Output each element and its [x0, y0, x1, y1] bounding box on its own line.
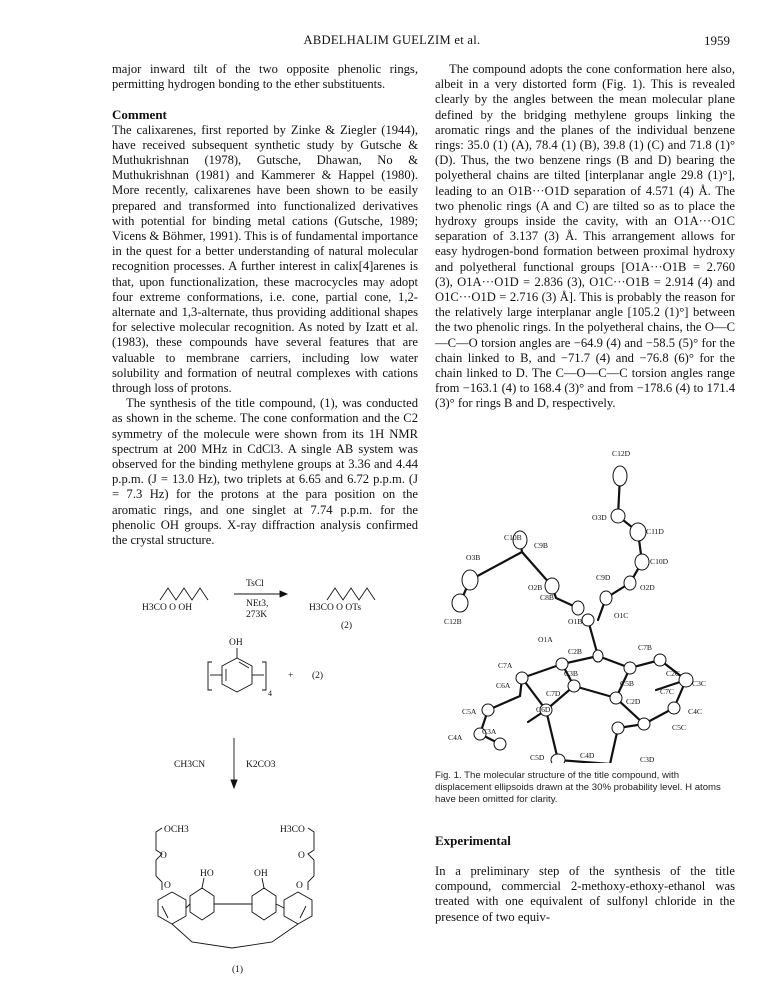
- atom-label: C9D: [596, 573, 611, 582]
- page-number: 1959: [704, 33, 730, 48]
- scheme-plus: +: [288, 671, 294, 681]
- atom-label: O1B: [568, 617, 583, 626]
- atom-label: C4D: [580, 751, 595, 760]
- atom-label: C2C: [666, 669, 680, 678]
- atom-label: O2D: [640, 583, 655, 592]
- scheme-solvent: CH3CN: [174, 760, 206, 770]
- scheme-subscript-4: 4: [268, 689, 272, 698]
- ortep-figure: [440, 428, 730, 763]
- atom-label: C5D: [530, 753, 545, 762]
- atom-label: O1A: [538, 635, 553, 644]
- scheme-reagent-net3: NEt3,: [246, 599, 269, 609]
- scheme-oh: OH: [254, 869, 268, 879]
- atom-label: C12D: [612, 449, 631, 458]
- atom-label: C3A: [482, 727, 497, 736]
- experimental-paragraph: In a preliminary step of the synthesis of the title compound, commercial 2-methoxy-ethoxy-ethanol was treated with one equivalent of sulfonyl chloride in the presence of two equiv-: [435, 864, 735, 924]
- atom-label: C5A: [462, 707, 477, 716]
- atom-label: C8B: [540, 593, 554, 602]
- scheme-reagent-tscl: TsCl: [246, 579, 264, 589]
- scheme-o-right-1: O: [298, 851, 305, 861]
- comment-paragraph-1: The calixarenes, first reported by Zinke & Ziegler (1944), have received subsequent synthetic study by Gutsche & Muthukrishnan (1978), Gutsche, Dhawan, No & Muthukrishnan (1981) and Kammerer & Happel (1980). More recently, calixarenes have been shown to be easily prepared and transformed into functionalized derivatives with potential for binding metal cations (Gutsche, 1989; Vicens & Böhmer, 1991). This is of fundamental importance in the quest for a better understanding of natural molecular recognition processes. A further interest in calix[4]arenes is that, upon functionalization, these macrocycles may adopt four extreme conformations, i.e. cone, partial cone, 1,2-alternate and 1,3-alternate, thus providing additional shapes for selective molecular recognition. As noted by Izatt et al. (1983), these compounds have several features that are valuable to membrane carriers, including low water solubility and formation of neutral complexes with cations through loss of protons.: [112, 122, 418, 396]
- atom-label: C10B: [504, 533, 522, 542]
- atom-label: C3C: [692, 679, 706, 688]
- scheme-label-2: (2): [341, 621, 353, 631]
- atom-label: C2D: [626, 697, 641, 706]
- figure-caption: Fig. 1. The molecular structure of the title compound, with displacement ellipsoids drawn at the 30% probability level. H atoms have been omitted for clarity.: [435, 770, 721, 805]
- scheme-product-2: H3CO O OTs: [309, 603, 362, 613]
- atom-label: O3B: [466, 553, 481, 562]
- atom-label: C7A: [498, 661, 513, 670]
- atom-label: C7D: [546, 689, 561, 698]
- scheme-h3co: H3CO: [280, 825, 305, 835]
- scheme-o-left-1: O: [160, 851, 167, 861]
- atom-label: C7C: [660, 687, 674, 696]
- scheme-compound-label: (1): [232, 965, 244, 975]
- scheme-base: K2CO3: [246, 760, 276, 770]
- scheme-o-left-2: O: [164, 881, 171, 891]
- right-column: [435, 62, 735, 412]
- running-header: [0, 33, 784, 49]
- reaction-scheme: [112, 570, 412, 985]
- atom-label: O3D: [592, 513, 607, 522]
- atom-label: C6D: [536, 705, 551, 714]
- atom-label: C10D: [650, 557, 669, 566]
- scheme-reagent-temp: 273K: [246, 610, 268, 620]
- intro-paragraph: major inward tilt of the two opposite phenolic rings, permitting hydrogen bonding to the ether substituents.: [112, 62, 418, 92]
- atom-label: O1C: [614, 611, 629, 620]
- atom-label: C5B: [620, 679, 634, 688]
- atom-label: C4A: [448, 733, 463, 742]
- atom-label: C9B: [534, 541, 548, 550]
- scheme-reactant: H3CO O OH: [142, 603, 193, 613]
- scheme-reagent-2: (2): [312, 671, 324, 681]
- atom-label: C3D: [640, 755, 655, 763]
- atom-label: C7B: [638, 643, 652, 652]
- atom-label: C2B: [568, 647, 582, 656]
- header-author: ABDELHALIM GUELZIM et al.: [303, 33, 481, 47]
- atom-label: C6A: [496, 681, 511, 690]
- scheme-o-right-2: O: [296, 881, 303, 891]
- atom-label: C4C: [688, 707, 702, 716]
- scheme-ho: HO: [200, 869, 214, 879]
- atom-label: C3B: [564, 669, 578, 678]
- comment-heading: Comment: [112, 107, 167, 123]
- left-column: [112, 62, 418, 548]
- atom-label: C11D: [646, 527, 664, 536]
- atom-label: C12B: [444, 617, 462, 626]
- scheme-phenol-oh: OH: [229, 638, 243, 648]
- scheme-och3: OCH3: [164, 825, 189, 835]
- results-paragraph: The compound adopts the cone conformation here also, albeit in a very distorted form (Fig. 1). This is revealed clearly by the angles between the mean molecular plane defined by the bridging methylene groups linking the aromatic rings and the planes of the individual benzene rings: 35.0 (1) (A), 78.4 (1) (B), 39.8 (1) (C) and 71.8 (1)° (D). Thus, the two benzene rings (B and D) bearing the polyetheral chains are tilted [interplanar angle 29.8 (1)°], leading to an O1B···O1D separation of 4.571 (4) Å. The two phenolic rings (A and C) are tilted so as to place the hydroxy groups inside the cavity, with an O1A···O1C separation of 3.137 (3) Å. This arrangement allows for easy hydrogen-bond formation between proximal hydroxy and polyetheral functional groups [O1A···O1B = 2.760 (3), O1A···O1D = 2.836 (3), O1C···O1B = 2.914 (4) and O1C···O1D = 2.716 (3) Å]. This is probably the reason for the relatively large interplanar angle [105.2 (1)°] between the two phenolic rings. In the polyetheral chains, the O—C—C—O torsion angles are −64.9 (4) and −58.5 (5)° for the chain linked to B, and −71.7 (4) and −76.8 (6)° for the chain linked to D. The C—O—C—C torsion angles range from −163.1 (4) to 168.4 (3)° and from −178.6 (4) to 171.4 (3)° for rings B and D, respectively.: [435, 62, 735, 411]
- comment-paragraph-2: The synthesis of the title compound, (1), was conducted as shown in the scheme. The cone conformation and the C2 symmetry of the molecule were shown from its 1H NMR spectrum at 200 MHz in CdCl3. A single AB system was observed for the binding methylene groups at 3.36 and 4.44 p.p.m. (J = 13.0 Hz), two triplets at 6.65 and 6.72 p.p.m. (J = 7.3 Hz) for the protons at the para position on the aromatic rings, and one singlet at 7.74 p.p.m. for the phenolic OH groups. X-ray diffraction analysis confirmed the crystal structure.: [112, 396, 418, 548]
- experimental-heading: Experimental: [435, 833, 511, 848]
- atom-label: O2B: [528, 583, 543, 592]
- atom-label: C5C: [672, 723, 686, 732]
